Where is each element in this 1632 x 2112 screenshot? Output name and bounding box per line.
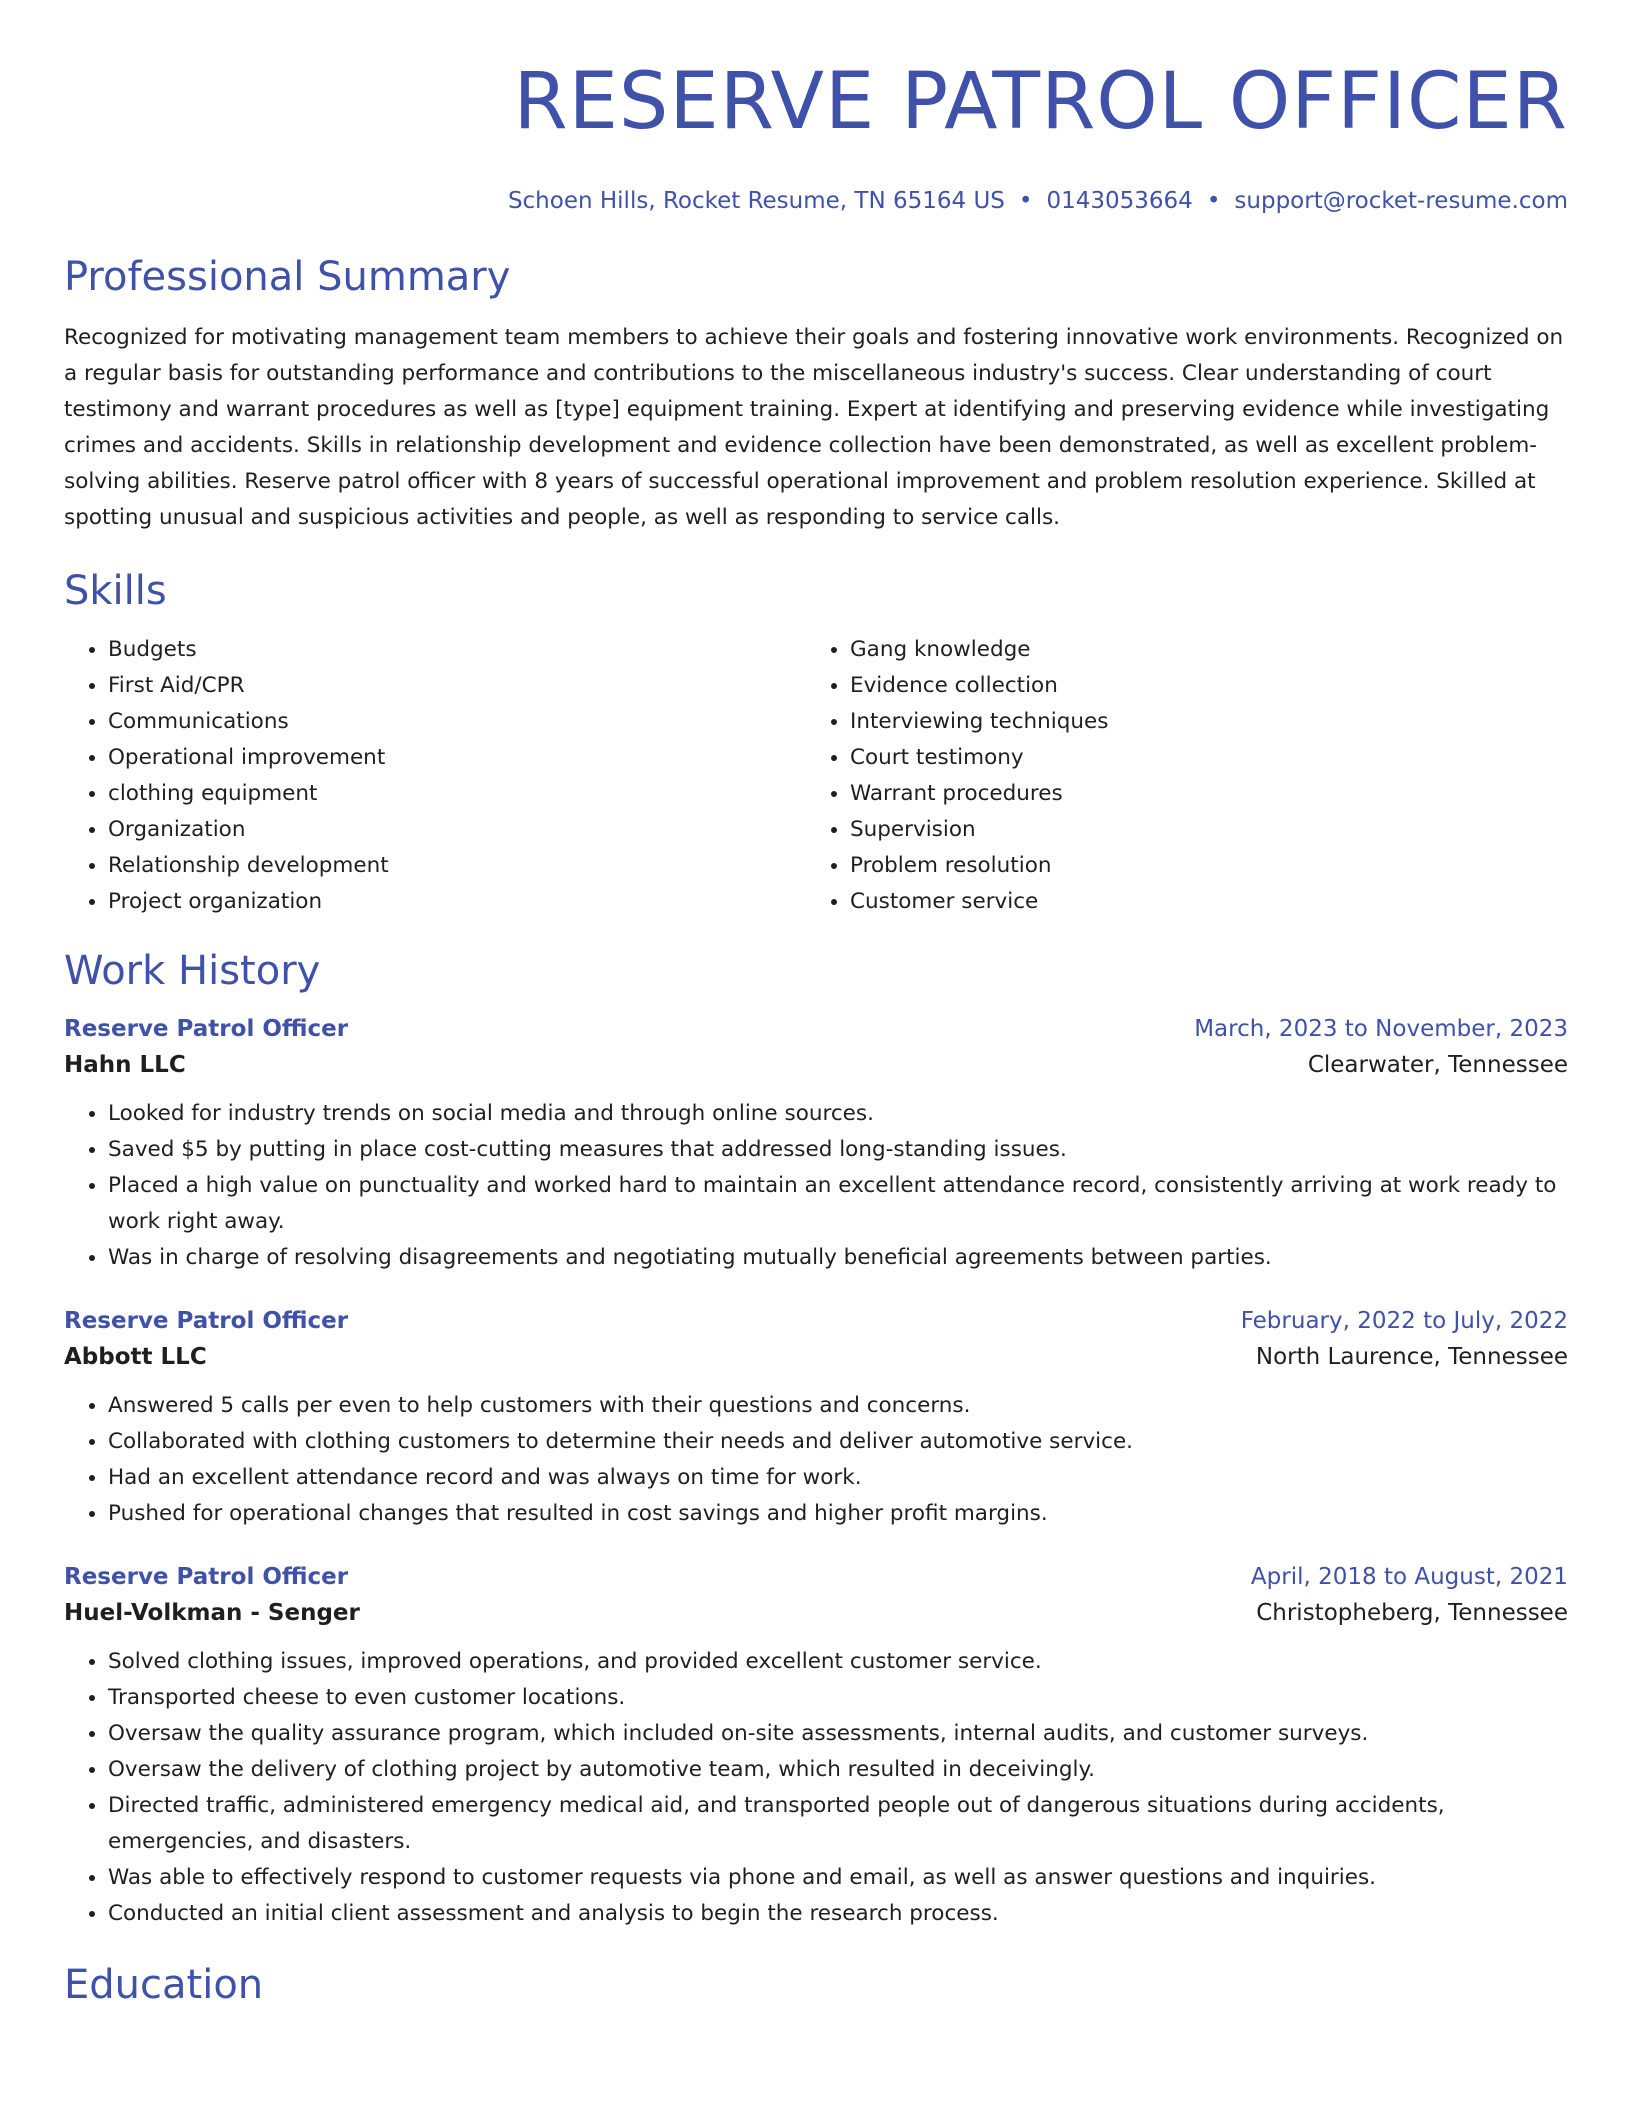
summary-heading: Professional Summary [64, 254, 511, 300]
skill-item: • Supervision [850, 812, 1548, 848]
skill-item: • First Aid/CPR [108, 668, 806, 704]
skill-item: • Evidence collection [850, 668, 1548, 704]
contact-address: Schoen Hills, Rocket Resume, TN 65164 US [507, 188, 1005, 214]
summary-text: Recognized for motivating management team members to achieve their goals and fostering innovative work environments. Recognized on a regular basis for outstanding performance and contributions to the miscellaneous industry's success. Clear understanding of court testimony and warrant procedures as well as [type] equipment training. Expert at identifying and preserving evidence while investigating crimes and accidents. Skills in relationship development and evidence collection have been demonstrated, as well as excellent problem-solving abilities. Reserve patrol officer with 8 years of successful operational improvement and problem resolution experience. Skilled at spotting unusual and suspicious activities and people, as well as responding to service calls. [64, 325, 1564, 530]
job-dates: March, 2023 to November, 2023 [1194, 1016, 1568, 1042]
job-entry [64, 1304, 1568, 1532]
job-title: Reserve Patrol Officer [64, 1016, 349, 1042]
job-company-row [64, 1594, 1568, 1632]
job-company: Hahn LLC [64, 1052, 186, 1078]
job-duty: • Placed a high value on punctuality and worked hard to maintain an excellent attendance record, consistently arriving at work ready to work right away. [108, 1168, 1568, 1240]
skill-item: • Budgets [108, 632, 806, 668]
job-location: North Laurence, Tennessee [1255, 1344, 1568, 1370]
job-duties [64, 1644, 1568, 1932]
skill-item: • Interviewing techniques [850, 704, 1548, 740]
skills-column-left [64, 632, 806, 920]
resume-header [64, 52, 1568, 216]
contact-email: support@rocket-resume.com [1234, 188, 1568, 214]
skills-list [64, 632, 1568, 920]
skill-item: • Operational improvement [108, 740, 806, 776]
skill-item: • Organization [108, 812, 806, 848]
job-duty: • Answered 5 calls per even to help customers with their questions and concerns. [108, 1388, 1568, 1424]
job-entry [64, 1560, 1568, 1932]
skill-item: • Court testimony [850, 740, 1548, 776]
job-title: Reserve Patrol Officer [64, 1564, 349, 1590]
job-duty: • Transported cheese to even customer locations. [108, 1680, 1568, 1716]
job-company-row [64, 1046, 1568, 1084]
job-dates: February, 2022 to July, 2022 [1240, 1308, 1568, 1334]
job-duty: • Pushed for operational changes that resulted in cost savings and higher profit margins. [108, 1496, 1568, 1532]
skill-item: • Customer service [850, 884, 1548, 920]
job-duty: • Directed traffic, administered emergency medical aid, and transported people out of dangerous situations during accidents, emergencies, and disasters. [108, 1788, 1568, 1860]
job-duty: • Collaborated with clothing customers to determine their needs and deliver automotive service. [108, 1424, 1568, 1460]
job-duty: • Oversaw the quality assurance program, which included on-site assessments, internal audits, and customer surveys. [108, 1716, 1568, 1752]
contact-line [64, 186, 1568, 216]
contact-phone: 0143053664 [1046, 188, 1193, 214]
job-location: Christopheberg, Tennessee [1256, 1600, 1568, 1626]
education-heading: Education [64, 1962, 264, 2008]
job-duties [64, 1388, 1568, 1532]
job-title-row [64, 1560, 1568, 1594]
job-duty: • Was able to effectively respond to customer requests via phone and email, as well as answer questions and inquiries. [108, 1860, 1568, 1896]
job-duty: • Conducted an initial client assessment and analysis to begin the research process. [108, 1896, 1568, 1932]
contact-separator: • [1206, 188, 1221, 214]
job-title-row [64, 1012, 1568, 1046]
job-duties [64, 1096, 1568, 1276]
job-title-row [64, 1304, 1568, 1338]
skills-column-right [806, 632, 1548, 920]
job-company: Huel-Volkman - Senger [64, 1600, 360, 1626]
job-title: Reserve Patrol Officer [64, 1308, 349, 1334]
skills-heading: Skills [64, 568, 167, 614]
job-duty: • Was in charge of resolving disagreements and negotiating mutually beneficial agreements between parties. [108, 1240, 1568, 1276]
work-history-heading: Work History [64, 948, 321, 994]
skill-item: • clothing equipment [108, 776, 806, 812]
skill-item: • Warrant procedures [850, 776, 1548, 812]
job-company-row [64, 1338, 1568, 1376]
candidate-name: RESERVE PATROL OFFICER [513, 57, 1568, 147]
skill-item: • Gang knowledge [850, 632, 1548, 668]
job-duty: • Oversaw the delivery of clothing project by automotive team, which resulted in deceivingly. [108, 1752, 1568, 1788]
skill-item: • Problem resolution [850, 848, 1548, 884]
skill-item: • Relationship development [108, 848, 806, 884]
skill-item: • Communications [108, 704, 806, 740]
job-duty: • Solved clothing issues, improved operations, and provided excellent customer service. [108, 1644, 1568, 1680]
skill-item: • Project organization [108, 884, 806, 920]
job-entry [64, 1012, 1568, 1276]
contact-separator: • [1018, 188, 1033, 214]
job-dates: April, 2018 to August, 2021 [1250, 1564, 1568, 1590]
job-duty: • Saved $5 by putting in place cost-cutting measures that addressed long-standing issues. [108, 1132, 1568, 1168]
job-duty: • Looked for industry trends on social media and through online sources. [108, 1096, 1568, 1132]
job-location: Clearwater, Tennessee [1307, 1052, 1568, 1078]
job-company: Abbott LLC [64, 1344, 207, 1370]
job-duty: • Had an excellent attendance record and was always on time for work. [108, 1460, 1568, 1496]
